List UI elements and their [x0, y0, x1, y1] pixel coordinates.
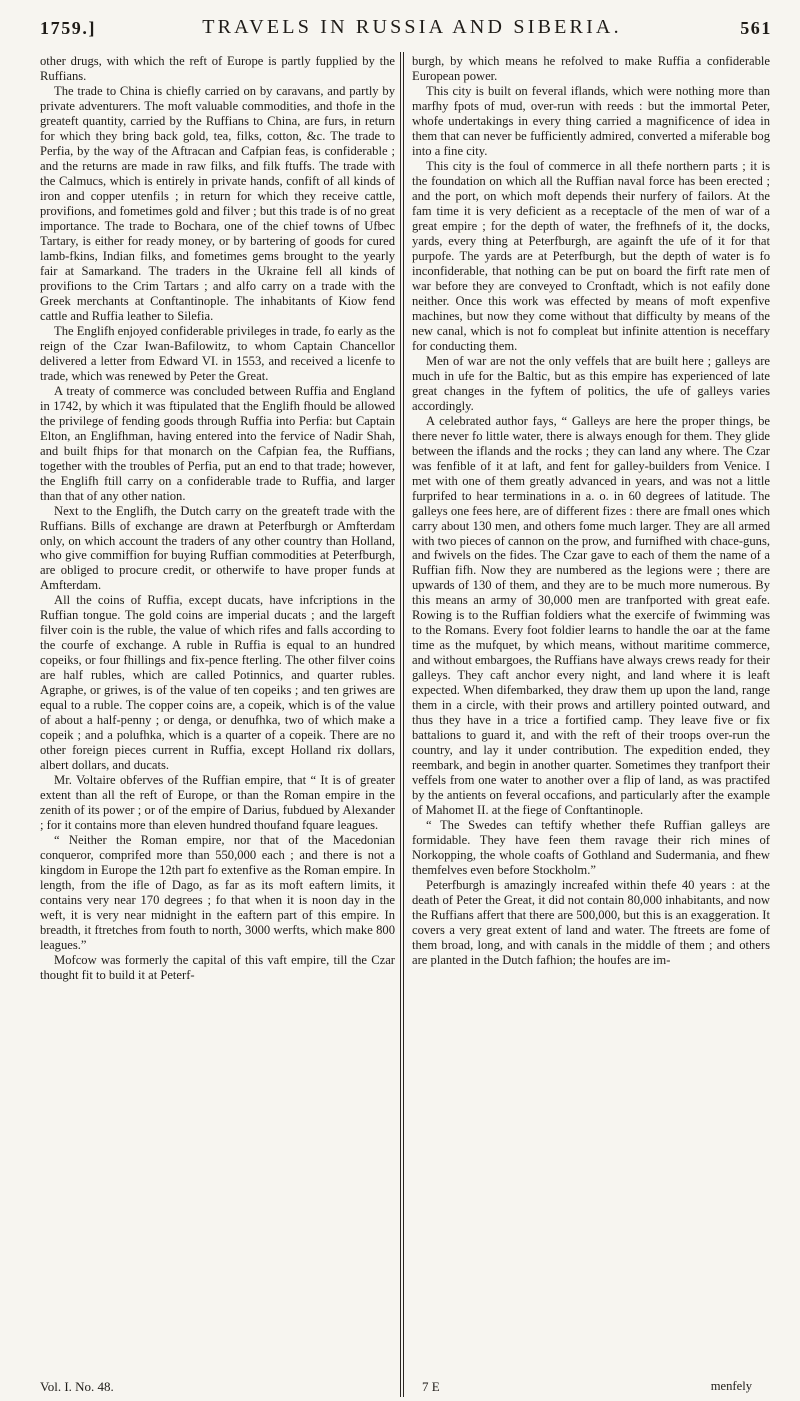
paragraph: Men of war are not the only veffels that are built here ; galleys are much in ufe for the Baltic, but as this empire has experienced of late great changes in the fyftem of politics, the ufe of galleys varies accordingly. — [412, 353, 770, 413]
paragraph: “ Neither the Roman empire, nor that of the Macedonian conqueror, comprifed more than 550,000 each ; and there is not a kingdom in Europe the 12th part fo extenfive as the Roman empire. In length, from the ifle of Dago, as far as its moft eaftern limits, it contains very near 170 degrees ; fo that when it is noon day in the weft, it is very near midnight in the eaftern part of this empire. In breadth, it ftretches from fouth to north, 3000 werfts, which make 800 leagues.” — [40, 833, 395, 953]
header-year: 1759.] — [40, 18, 97, 38]
paragraph: Peterfburgh is amazingly increafed within thefe 40 years : at the death of Peter the Great, it did not contain 80,000 inhabitants, and now the Ruffians affert that there are 500,000, but this is an exaggeration. It covers a very great extent of land and water. The ftreets are fome of them broad, long, and with canals in the middle of them ; and others are planted in the Dutch fafhion; the houfes are im- — [412, 878, 770, 968]
paragraph: other drugs, with which the reft of Europe is partly fupplied by the Ruffians. — [40, 54, 395, 83]
volume-signature: Vol. I. No. 48. — [40, 1379, 114, 1394]
paragraph: Mr. Voltaire obferves of the Ruffian empire, that “ It is of greater extent than all the reft of Europe, or than the Roman empire in the zenith of its power ; or of the empire of Darius, fubdued by Alexander ; for it contains more than eleven hundred thoufand fquare leagues. — [40, 773, 395, 833]
paragraph: All the coins of Ruffia, except ducats, have infcriptions in the Ruffian tongue. The gold coins are imperial ducats ; and the largeft filver coin is the ruble, the value of which rifes and falls according to the courfe of exchange. A ruble in Ruffia is equal to an hundred copeiks, or four fhillings and fix-pence fterling. The other filver coins are half rubles, which are called Potinnics, and quarter rubles. Agraphe, or griwes, is of the value of ten copeiks ; and ten griwes are equal to a ruble. The copper coins are, a copeik, which is of the value of about a half-penny ; or denga, or denufhka, two of which make a copeik ; and a polufhka, which is a quarter of a copeik. There are no other foreign pieces current in Ruffia, except Holland rix dollars, albert dollars, and ducats. — [40, 593, 395, 773]
paragraph: Mofcow was formerly the capital of this vaft empire, till the Czar thought fit to build it at Peterf- — [40, 953, 395, 983]
signature-mark: 7 E — [422, 1379, 440, 1394]
right-column — [412, 54, 770, 968]
left-column — [40, 54, 395, 983]
running-header — [40, 16, 772, 46]
paragraph: This city is the foul of commerce in all thefe northern parts ; it is the foundation on which all the Ruffian naval force has been erected ; and the port, on which moft depends their nurfery of failors. At the fam time it is very deficient as a receptacle of the men of war of a great empire ; for the depth of water, the frefhnefs of it, the docks, yards, every thing at Peterfburgh, are againft the ufe of it for that purpofe. The yards are at Peterfburgh, but the depth of water is fo inconfiderable, that nothing can be put on board the firft rate men of war before they are conveyed to Cronftadt, which is not eafily done neither. Once this work was effected by means of moft expenfive machines, but now they come without that difficulty by means of the new canal, which is not fo compleat but infinite attention is neceffary for conducting them. — [412, 158, 770, 353]
header-title: TRAVELS IN RUSSIA AND SIBERIA. — [202, 16, 622, 38]
paragraph: A treaty of commerce was concluded between Ruffia and England in 1742, by which it was ftipulated that the Englifh fhould be allowed the privilege of fending goods through Ruffia into Perfia: but Captain Elton, an Englifhman, having entered into the fervice of Nadir Shah, and built fhips for that monarch on the Cafpian fea, the Ruffians, together with the troubles of Perfia, put an end to that trade; however, the Englifh ftill carry on a confiderable trade to Ruffia, and larger than that of any other nation. — [40, 383, 395, 503]
paragraph: A celebrated author fays, “ Galleys are here the proper things, be there never fo little water, there is always enough for them. They glide between the iflands and the rocks ; they can land any where. The Czar was fenfible of it at laft, and fent for galley-builders from Venice. I met with one of them greatly advanced in years, and was not a little furprifed to hear terminations in a. o. in 60 degrees of latitude. The galleys one fees here, are of different fizes : there are fmall ones which carry about 130 men, and others fome much larger. They are all armed with two pieces of cannon on the prow, and furnifhed with chace-guns, and fwivels on the fides. The Czar gave to each of them the name of a Ruffian fifh. Now they are numbered as the legions were ; there are upwards of 130 of them, and they are to be much more numerous. By this means an army of 30,000 men are tranfported with great eafe. Rowing is to the Ruffian foldiers what the exercife of fwimming was to the Romans. Every foot foldier learns to handle the oar at the fame time as the mufquet, by which means, without maritime commerce, and without embargoes, the Ruffians have always crews ready for their galleys. They caft anchor every night, and land where it is leaft expected. When difembarked, they draw them up upon the land, range them in a circle, with their prows and artillery pointed outward, and thus they have in a trice a fortified camp. They leave five or fix battalions to guard it, and with the reft of their troops over-run the country, and lay it under contribution. The expedition ended, they reembark, and begin in another quarter. Sometimes they tranfport their veffels from one water to another over a flip of land, as was practifed by the antients on feveral occafions, and particularly after the example of Mahomet II. at the fiege of Conftantinople. — [412, 413, 770, 818]
column-divider — [400, 52, 404, 1397]
catchword: menfely — [710, 1379, 752, 1393]
paragraph: Next to the Englifh, the Dutch carry on the greateft trade with the Ruffians. Bills of exchange are drawn at Peterfburgh or Amfterdam only, on which account the traders of any other country than Holland, who give commiffion for buying Ruffian commodities at Peterfburgh, are obliged to procure credit, or otherwife to have proper funds at Amfterdam. — [40, 503, 395, 593]
paragraph: burgh, by which means he refolved to make Ruffia a confiderable European power. — [412, 54, 770, 83]
page-number: 561 — [740, 18, 772, 38]
paragraph: This city is built on feveral iflands, which were nothing more than marfhy fpots of mud, over-run with reeds : but the immortal Peter, whofe undertakings in every thing carried a magnificence of idea in them that can never be fufficiently admired, converted a miferable bog into a fine city. — [412, 83, 770, 158]
paragraph: The Englifh enjoyed confiderable privileges in trade, fo early as the reign of the Czar Iwan-Bafilowitz, to whom Captain Chancellor delivered a letter from Edward VI. in 1553, and received a licenfe to trade, which was renewed by Peter the Great. — [40, 323, 395, 383]
paragraph: “ The Swedes can teftify whether thefe Ruffian galleys are formidable. They have feen them ravage their rich mines of Norkopping, the whole coafts of Gothland and Sudermania, and fhew themfelves even before Stockholm.” — [412, 818, 770, 878]
paragraph: The trade to China is chiefly carried on by caravans, and partly by private adventurers. The moft valuable commodities, and thofe in the greateft quantity, carried by the Ruffians to China, are furs, in return for which they bring back gold, tea, filks, cotton, &c. The trade to Perfia, by the way of the Aftracan and Cafpian feas, is confiderable ; and the returns are made in raw filks, and filk ftuffs. The trade with the Calmucs, which is entirely in private hands, confift of all kinds of iron and copper utenfils ; in return for which they receive cattle, provifions, and fometimes gold and filver ; but this trade is of no great importance. The trade to Bochara, one of the chief towns of Ufbec Tartary, is either for ready money, or by bartering of goods for cured lamb-fkins, Indian filks, and fometimes gems brought to the yearly fair at Samarkand. The traders in the Ukraine fell all kinds of provifions to the Crim Tartars ; and alfo carry on a trade with the Greek merchants at Conftantinople. The inhabitants of Kiow fend cattle and Ruffia leather to Silefia. — [40, 83, 395, 323]
